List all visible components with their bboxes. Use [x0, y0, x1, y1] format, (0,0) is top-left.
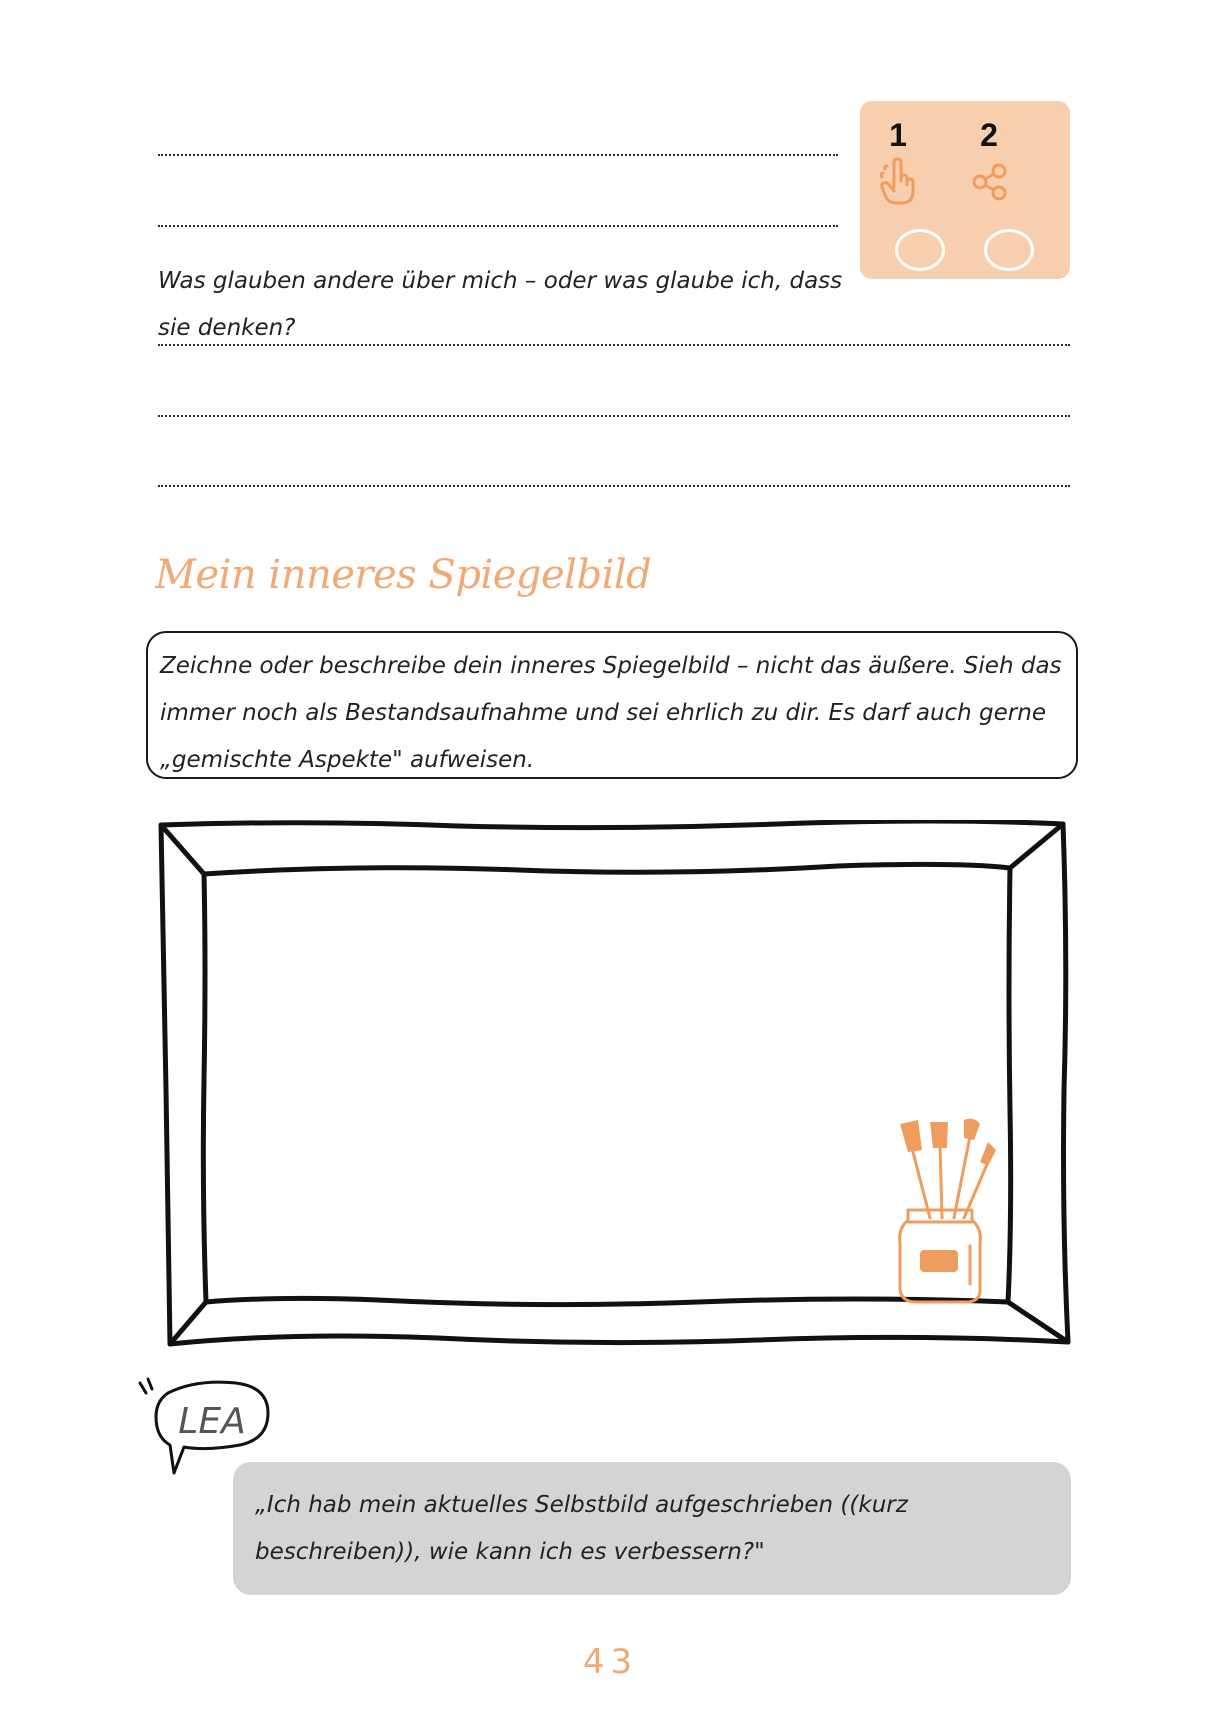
- scale-label-2: 2: [980, 117, 998, 153]
- rating-scale: [860, 101, 1070, 279]
- writing-line-2[interactable]: [158, 225, 838, 227]
- lea-quote-text: „Ich hab mein aktuelles Selbstbild aufgeschrieben ((kurz beschreiben)), wie kann ich es verbessern?": [255, 1492, 908, 1565]
- share-network-icon: [968, 157, 1012, 207]
- reflection-question: Was glauben andere über mich – oder was glaube ich, dass sie denken?: [158, 268, 843, 341]
- lea-name: LEA: [178, 1401, 246, 1442]
- page-number: 43: [582, 1642, 639, 1682]
- hand-pointing-icon: [876, 157, 920, 207]
- instruction-box: [146, 631, 1078, 779]
- paintbrush-jar-icon: [890, 1118, 1000, 1306]
- instruction-text: Zeichne oder beschreibe dein inneres Spiegelbild – nicht das äußere. Sieh das immer noch als Bestandsaufnahme und sei ehrlich zu dir. Es darf auch gerne „gemischte Aspekte" aufweisen.: [160, 653, 1062, 773]
- writing-line-1[interactable]: [158, 154, 838, 156]
- writing-line-4[interactable]: [158, 415, 1070, 417]
- section-title: Mein inneres Spiegelbild: [155, 552, 652, 598]
- writing-line-5[interactable]: [158, 485, 1070, 487]
- rating-circle-2[interactable]: [984, 229, 1034, 271]
- scale-label-1: 1: [889, 117, 907, 153]
- writing-line-3[interactable]: [158, 344, 1070, 346]
- rating-circle-1[interactable]: [895, 229, 945, 271]
- lea-quote-box: [233, 1462, 1071, 1595]
